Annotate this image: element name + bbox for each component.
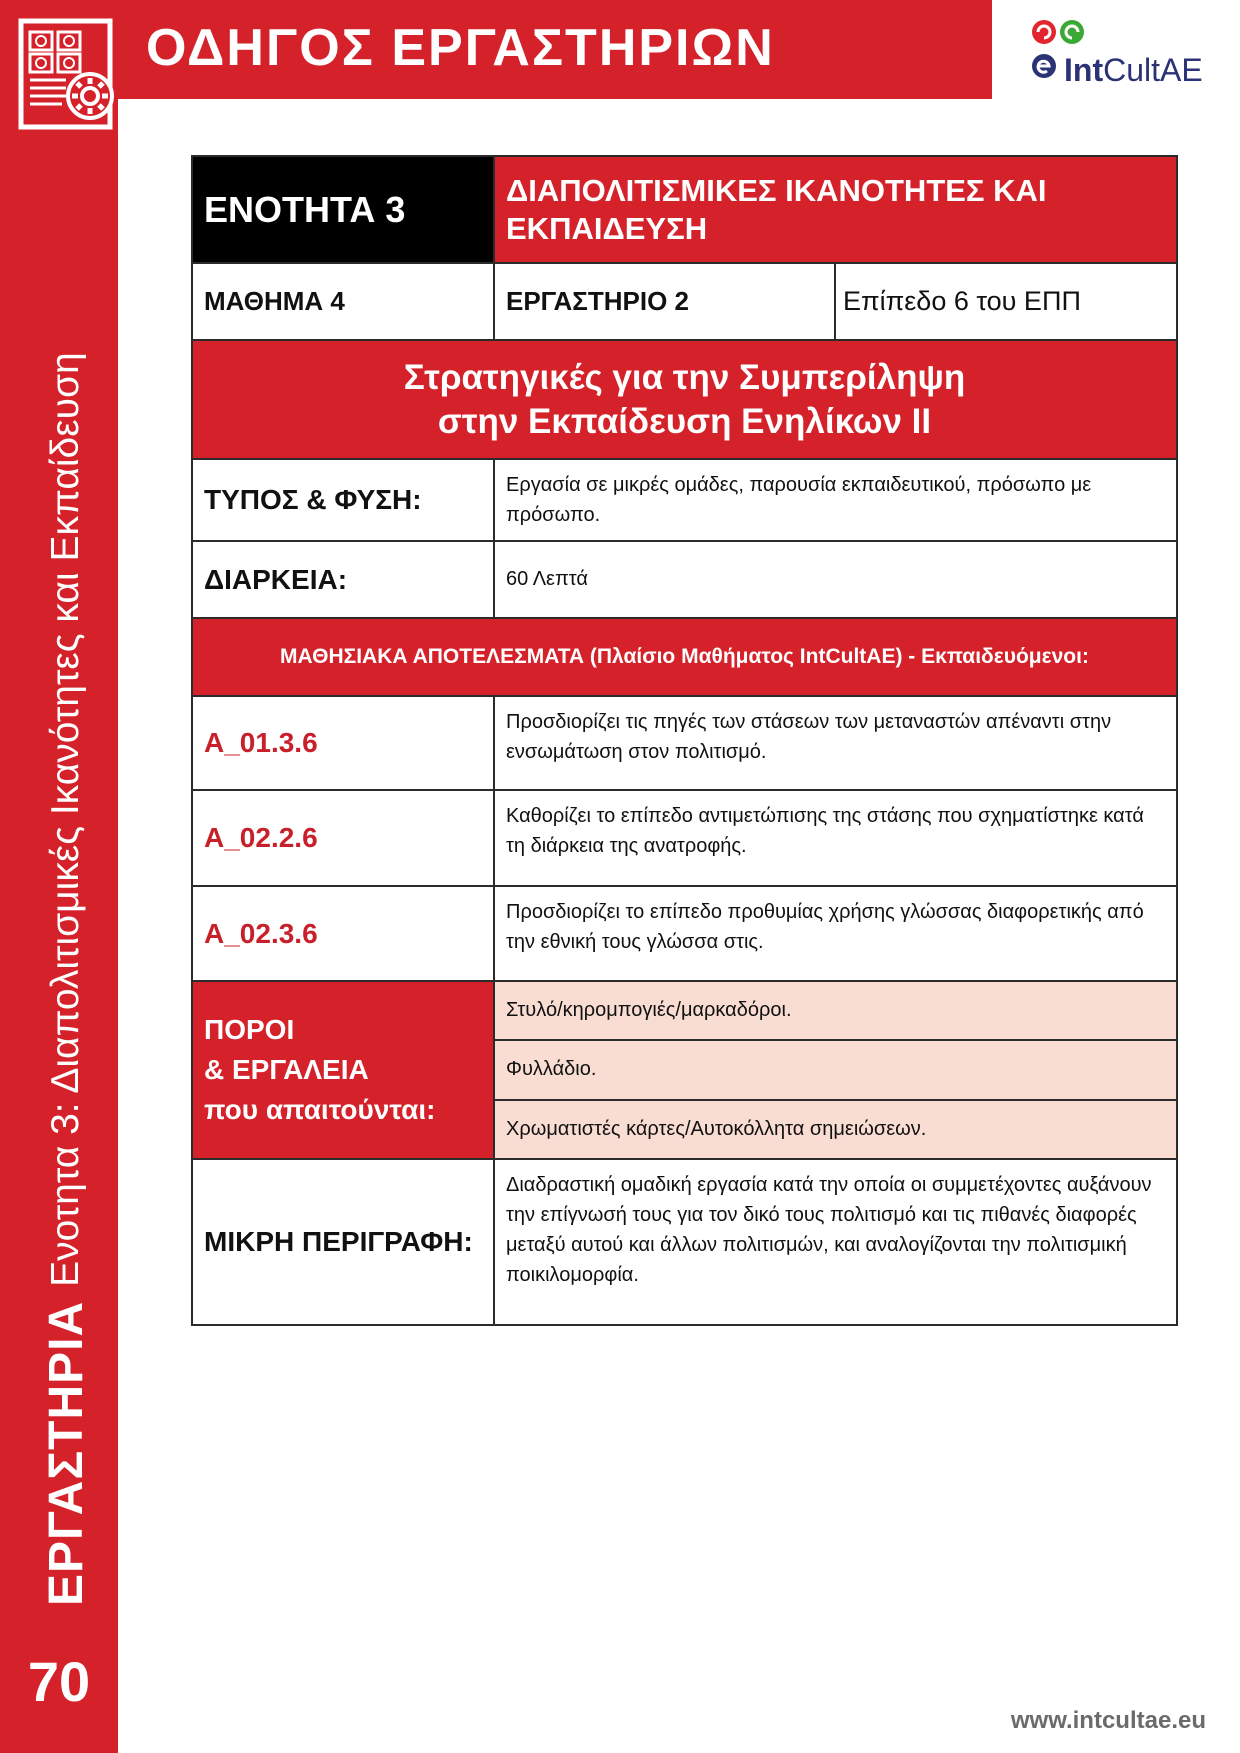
type-value: Εργασία σε μικρές ομάδες, παρουσία εκπαιδευτικού, πρόσωπο με πρόσωπο.: [506, 474, 1092, 526]
workshop-title-line-2: στην Εκπαίδευση Ενηλίκων II: [437, 401, 932, 441]
page-number: 70: [27, 1650, 91, 1713]
description-row: [193, 1160, 1176, 1326]
outcomes-heading-row: [193, 619, 1176, 697]
section-title: ΔΙΑΠΟΛΙΤΙΣΜΙΚΕΣ ΙΚΑΝΟΤΗΤΕΣ ΚΑΙ ΕΚΠΑΙΔΕΥΣΗ: [506, 172, 1047, 246]
workshop-title-row: [193, 341, 1176, 460]
outcome-code: A_02.2.6: [193, 791, 495, 885]
sidebar-title-bold: ΕΡΓΑΣΤΗΡΙΑ: [39, 1300, 93, 1606]
resources-row: [193, 982, 1176, 1160]
resources-label: [193, 982, 495, 1158]
outcome-text: Προσδιορίζει το επίπεδο προθυμίας χρήσης γλώσσας διαφορετικής από την εθνική τους γλώσσα στις.: [506, 901, 1144, 953]
outcome-code: A_02.3.6: [193, 887, 495, 980]
section-row: [193, 157, 1176, 264]
type-label: ΤΥΠΟΣ & ΦΥΣΗ:: [193, 460, 495, 540]
resources-label-line: που απαιτούνται:: [204, 1094, 436, 1125]
outcome-text: Καθορίζει το επίπεδο αντιμετώπισης της στάσης που σχηματίστηκε κατά τη διάρκεια της ανατροφής.: [506, 805, 1144, 857]
logo-part-int: Int: [1064, 52, 1104, 88]
lesson-cell: [193, 264, 495, 339]
section-label: ΕΝΟΤΗΤΑ 3: [204, 188, 406, 230]
outcome-text: Προσδιορίζει τις πηγές των στάσεων των μεταναστών απέναντι στην ενσωμάτωση στον πολιτισμό.: [506, 711, 1112, 763]
type-row: [193, 460, 1176, 542]
sidebar-vertical-title: [26, 166, 106, 1606]
logo-wordmark: [1064, 52, 1203, 88]
resources-label-line: ΠΟΡΟΙ: [204, 1014, 295, 1045]
resource-item: Στυλό/κηρομπογιές/μαρκαδόροι.: [495, 982, 1176, 1041]
outcomes-heading: ΜΑΘΗΣΙΑΚΑ ΑΠΟΤΕΛΕΣΜΑΤΑ (Πλαίσιο Μαθήματος IntCultAE) - Εκπαιδευόμενοι:: [280, 645, 1089, 668]
description-value: Διαδραστική ομαδική εργασία κατά την οποία οι συμμετέχοντες αυξάνουν την επίγνωσή τους για τον δικό τους πολιτισμό και τις πιθανές διαφορές μεταξύ αυτού και άλλων πολιτισμών, και αναλογίζονται την πολιτισμική ποικιλομορφία.: [506, 1174, 1152, 1286]
resources-list: [495, 982, 1176, 1158]
level-label: Επίπεδο 6 του ΕΠΠ: [843, 286, 1081, 316]
description-label: ΜΙΚΡΗ ΠΕΡΙΓΡΑΦΗ:: [193, 1160, 495, 1324]
outcome-code: A_01.3.6: [193, 697, 495, 789]
workshop-cell: [495, 264, 836, 339]
header-title: ΟΔΗΓΟΣ ΕΡΓΑΣΤΗΡΙΩΝ: [146, 19, 775, 77]
duration-row: [193, 542, 1176, 619]
outcome-row: [193, 791, 1176, 887]
level-cell: [836, 264, 1176, 339]
resource-item: Φυλλάδιο.: [495, 1041, 1176, 1100]
sidebar-title-rest: Ενοτητα 3: Διαπολιτισμικές Ικανότητες και Εκπαίδευση: [44, 352, 87, 1287]
resource-item: Χρωματιστές κάρτες/Αυτοκόλλητα σημειώσεων.: [495, 1101, 1176, 1158]
lesson-label: ΜΑΘΗΜΑ 4: [204, 286, 345, 316]
outcome-row: [193, 887, 1176, 982]
workshop-table: [191, 155, 1178, 1326]
section-label-cell: [193, 157, 495, 262]
intcultae-logo: [1030, 16, 1215, 92]
section-title-cell: [495, 157, 1176, 262]
duration-label: ΔΙΑΡΚΕΙΑ:: [193, 542, 495, 617]
workshop-title-line-1: Στρατηγικές για την Συμπερίληψη: [403, 357, 966, 397]
footer-url: www.intcultae.eu: [1010, 1707, 1206, 1734]
outcome-row: [193, 697, 1176, 791]
duration-value: 60 Λεπτά: [506, 568, 588, 590]
workshop-label: ΕΡΓΑΣΤΗΡΙΟ 2: [506, 286, 689, 316]
logo-part-cultae: CultAE: [1103, 52, 1203, 88]
workshop-guide-icon: [18, 18, 118, 132]
lesson-row: [193, 264, 1176, 341]
resources-label-line: & ΕΡΓΑΛΕΙΑ: [204, 1054, 369, 1085]
